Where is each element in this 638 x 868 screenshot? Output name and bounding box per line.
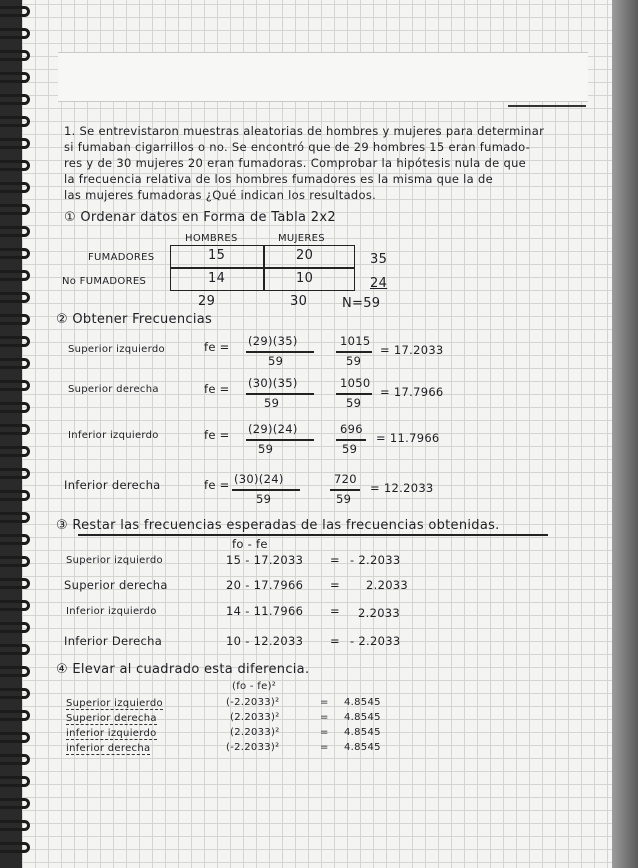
problem-line-1: 1. Se entrevistaron muestras aleatorias de hombres y mujeres para determinar bbox=[64, 124, 545, 138]
binding-coil bbox=[0, 204, 30, 215]
binding-coil bbox=[0, 622, 30, 633]
cell-nofumadores-hombres: 14 bbox=[208, 271, 226, 286]
fraction-bar bbox=[330, 489, 360, 491]
header-rule bbox=[508, 105, 586, 107]
binding-coil bbox=[0, 94, 30, 105]
square-equals: = bbox=[320, 727, 329, 738]
fraction-bar bbox=[246, 351, 314, 353]
square-equals: = bbox=[320, 712, 329, 723]
diff-label: Superior derecha bbox=[64, 578, 168, 592]
contingency-table bbox=[170, 245, 355, 291]
freq-denominator: 59 bbox=[256, 492, 272, 506]
diff-equals: = bbox=[330, 553, 340, 567]
diff-equals: = bbox=[330, 604, 340, 618]
cell-fumadores-hombres: 15 bbox=[208, 248, 226, 263]
square-equals: = bbox=[320, 697, 329, 708]
binding-coil bbox=[0, 512, 30, 523]
cell-fumadores-mujeres: 20 bbox=[296, 248, 314, 263]
square-equals: = bbox=[320, 742, 329, 753]
binding-coil bbox=[0, 732, 30, 743]
freq-numerator: (29)(24) bbox=[248, 422, 298, 436]
freq-denominator: 59 bbox=[264, 396, 280, 410]
freq-numerator: (30)(35) bbox=[248, 376, 298, 390]
step2-title: ② Obtener Frecuencias bbox=[56, 312, 213, 327]
binding-coil bbox=[0, 336, 30, 347]
freq-denominator: 59 bbox=[268, 354, 284, 368]
freq-label: Inferior izquierdo bbox=[68, 430, 159, 441]
fe-symbol: fe = bbox=[204, 428, 230, 442]
freq-denominator: 59 bbox=[258, 442, 274, 456]
binding-coil bbox=[0, 820, 30, 831]
problem-line-4: la frecuencia relativa de los hombres fumadores es la misma que la de bbox=[64, 172, 493, 186]
binding-coil bbox=[0, 292, 30, 303]
binding-coil bbox=[0, 754, 30, 765]
step3-column-header: fo - fe bbox=[232, 537, 268, 551]
problem-line-5: las mujeres fumadoras ¿Qué indican los resultados. bbox=[64, 188, 377, 202]
square-expression: (-2.2033)² bbox=[226, 742, 280, 753]
binding-coil bbox=[0, 116, 30, 127]
binding-coil bbox=[0, 138, 30, 149]
col2-total: 30 bbox=[290, 294, 308, 309]
diff-equals: = bbox=[330, 634, 340, 648]
binding-coil bbox=[0, 270, 30, 281]
row2-total: 24 bbox=[370, 276, 388, 291]
col-header-hombres: HOMBRES bbox=[185, 233, 238, 244]
freq-numerator-2: 720 bbox=[334, 472, 357, 486]
binding-coil bbox=[0, 534, 30, 545]
problem-line-2: si fumaban cigarrillos o no. Se encontró que de 29 hombres 15 eran fumado- bbox=[64, 140, 531, 154]
square-result: 4.8545 bbox=[344, 727, 381, 738]
binding-coil bbox=[0, 776, 30, 787]
spiral-binding bbox=[0, 0, 40, 868]
binding-coil bbox=[0, 644, 30, 655]
freq-numerator-2: 696 bbox=[340, 422, 363, 436]
table-divider bbox=[171, 267, 354, 269]
fe-symbol: fe = bbox=[204, 340, 230, 354]
binding-coil bbox=[0, 798, 30, 809]
freq-denominator-2: 59 bbox=[342, 442, 358, 456]
binding-coil bbox=[0, 424, 30, 435]
freq-numerator-2: 1015 bbox=[340, 334, 371, 348]
step1-title: ① Ordenar datos en Forma de Tabla 2x2 bbox=[64, 210, 336, 225]
problem-line-3: res y de 30 mujeres 20 eran fumadoras. Comprobar la hipótesis nula de que bbox=[64, 156, 527, 170]
freq-denominator-2: 59 bbox=[346, 396, 362, 410]
binding-coil bbox=[0, 358, 30, 369]
freq-result: = 12.2033 bbox=[370, 481, 434, 495]
binding-coil bbox=[0, 556, 30, 567]
square-result: 4.8545 bbox=[344, 712, 381, 723]
binding-coil bbox=[0, 402, 30, 413]
binding-coil bbox=[0, 72, 30, 83]
square-label: Superior derecha bbox=[66, 713, 157, 724]
cell-nofumadores-mujeres: 10 bbox=[296, 271, 314, 286]
binding-coil bbox=[0, 600, 30, 611]
binding-coil bbox=[0, 6, 30, 17]
diff-expression: 14 - 11.7966 bbox=[226, 604, 304, 618]
row1-total: 35 bbox=[370, 252, 388, 267]
square-expression: (-2.2033)² bbox=[226, 697, 280, 708]
fraction-bar bbox=[336, 439, 366, 441]
diff-result: 2.2033 bbox=[366, 578, 409, 592]
binding-coil bbox=[0, 248, 30, 259]
binding-coil bbox=[0, 710, 30, 721]
freq-result: = 11.7966 bbox=[376, 431, 440, 445]
diff-result: - 2.2033 bbox=[350, 634, 401, 648]
fraction-bar bbox=[336, 393, 372, 395]
binding-coil bbox=[0, 50, 30, 61]
freq-denominator-2: 59 bbox=[346, 354, 362, 368]
diff-label: Inferior izquierdo bbox=[66, 606, 157, 617]
fe-symbol: fe = bbox=[204, 382, 230, 396]
binding-coil bbox=[0, 314, 30, 325]
square-expression: (2.2033)² bbox=[230, 712, 280, 723]
row-header-no-fumadores: No FUMADORES bbox=[62, 276, 147, 287]
binding-coil bbox=[0, 160, 30, 171]
freq-label: Superior izquierdo bbox=[68, 344, 165, 355]
page-header-area bbox=[58, 52, 588, 102]
binding-coil bbox=[0, 446, 30, 457]
binding-coil bbox=[0, 468, 30, 479]
fraction-bar bbox=[246, 393, 314, 395]
binding-coil bbox=[0, 666, 30, 677]
fraction-bar bbox=[336, 351, 372, 353]
binding-coil bbox=[0, 226, 30, 237]
diff-expression: 15 - 17.2033 bbox=[226, 553, 304, 567]
grand-total: N=59 bbox=[342, 296, 381, 311]
square-label: Superior izquierdo bbox=[66, 698, 163, 709]
row-header-fumadores: FUMADORES bbox=[88, 252, 155, 263]
binding-coil bbox=[0, 28, 30, 39]
binding-coil bbox=[0, 490, 30, 501]
square-result: 4.8545 bbox=[344, 742, 381, 753]
diff-equals: = bbox=[330, 578, 340, 592]
freq-denominator-2: 59 bbox=[336, 492, 352, 506]
diff-expression: 20 - 17.7966 bbox=[226, 578, 304, 592]
diff-label: Superior izquierdo bbox=[66, 555, 163, 566]
freq-label: Superior derecha bbox=[68, 384, 159, 395]
binding-coil bbox=[0, 182, 30, 193]
diff-result: 2.2033 bbox=[358, 606, 401, 620]
binding-coil bbox=[0, 688, 30, 699]
binding-coil bbox=[0, 578, 30, 589]
col1-total: 29 bbox=[198, 294, 216, 309]
diff-result: - 2.2033 bbox=[350, 553, 401, 567]
freq-numerator: (30)(24) bbox=[234, 472, 284, 486]
binding-coil bbox=[0, 842, 30, 853]
square-label: inferior izquierdo bbox=[66, 728, 157, 739]
step4-title: ④ Elevar al cuadrado esta diferencia. bbox=[56, 662, 310, 677]
square-expression: (2.2033)² bbox=[230, 727, 280, 738]
col-header-mujeres: MUJERES bbox=[278, 233, 325, 244]
binding-coil bbox=[0, 380, 30, 391]
page-edge-shadow bbox=[612, 0, 638, 868]
fraction-bar bbox=[246, 439, 314, 441]
square-result: 4.8545 bbox=[344, 697, 381, 708]
step4-column-header: (fo - fe)² bbox=[232, 681, 277, 692]
freq-result: = 17.7966 bbox=[380, 385, 444, 399]
freq-result: = 17.2033 bbox=[380, 343, 444, 357]
fe-symbol: fe = bbox=[204, 478, 230, 492]
freq-numerator: (29)(35) bbox=[248, 334, 298, 348]
step3-title: ③ Restar las frecuencias esperadas de las frecuencias obtenidas. bbox=[56, 518, 500, 533]
freq-numerator-2: 1050 bbox=[340, 376, 371, 390]
fraction-bar bbox=[232, 489, 300, 491]
freq-label: Inferior derecha bbox=[64, 478, 161, 492]
square-label: inferior derecha bbox=[66, 743, 151, 754]
diff-label: Inferior Derecha bbox=[64, 634, 163, 648]
diff-expression: 10 - 12.2033 bbox=[226, 634, 304, 648]
title-underline bbox=[78, 534, 548, 536]
